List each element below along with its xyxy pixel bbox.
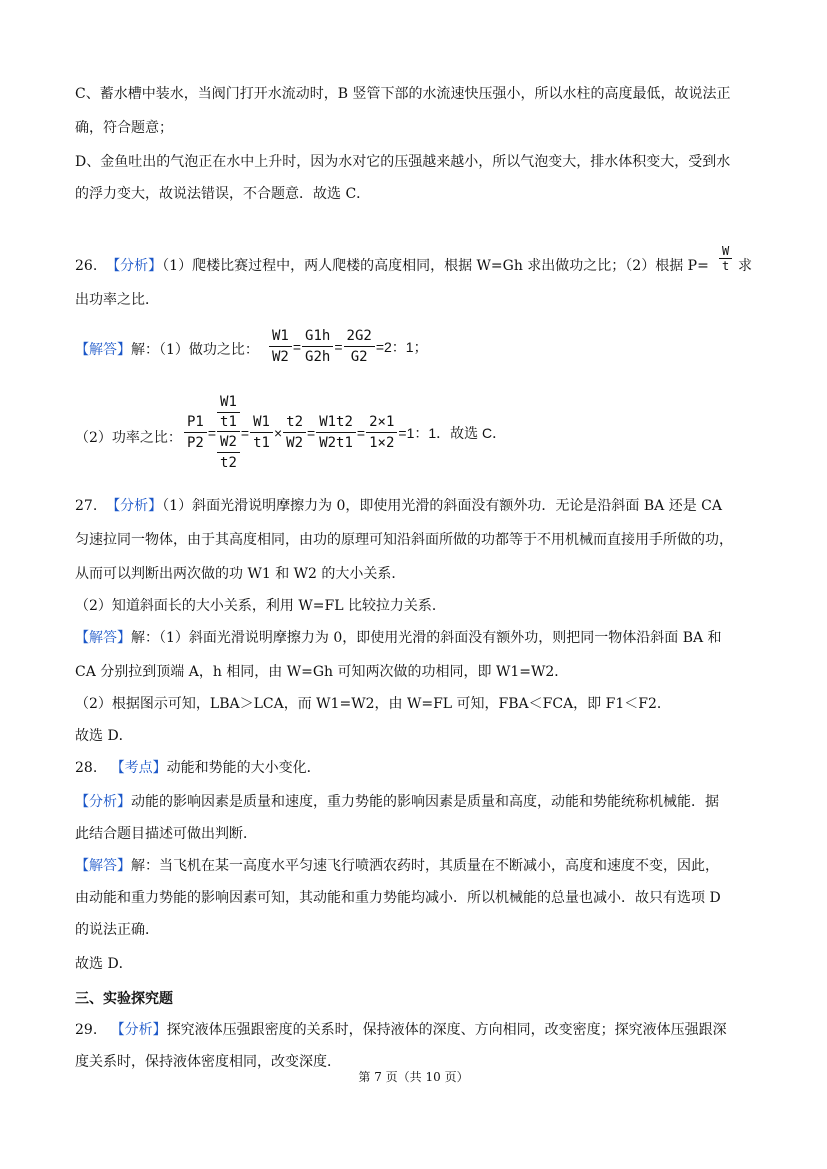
q26-p2: P2	[187, 435, 204, 451]
q26-analysis	[75, 256, 709, 276]
q27-answer-line-2: CA 分别拉到顶端 A，h 相同，由 W=Gh 可知两次做的功相同，即 W1=W2．	[75, 664, 569, 680]
q26-analysis-line-2: 出功率之比．	[75, 292, 159, 308]
q26-num-product: 2×1	[366, 412, 397, 433]
q26-work-ratio-equation: $\frac{W1}{W2}$ = $\frac{G1h}{G2h}$ = $\frac{2G2}{G2}$ =2：1；	[268, 326, 428, 367]
q27-analysis-line-1	[75, 496, 722, 516]
q28-answer-text: 解：当飞机在某一高度水平匀速飞行喷洒农药时，其质量在不断减小，高度和速度不变，因此，	[131, 858, 719, 874]
page-footer: 第 7 页（共 10 页）	[358, 1070, 469, 1084]
q28-answer-line-1	[75, 856, 719, 876]
q26-frac-t2: t2	[283, 412, 306, 433]
q26-power-ratio-equation: $\frac{P1}{P2}$ = $\frac{\frac{W1}{t1}}{\frac{W2}{t2}}$ = $\frac{W1}{t1}$ × $\frac{t2}{W2}$ = $\frac{W1t2}{W2t1}$ = $\frac{2\times 1}{1\times 2}$ =1：1．故选 C．	[183, 392, 506, 473]
q28-answer-line-3: 的说法正确．	[75, 922, 159, 938]
q26-power-ratio-result: =1：1．故选 C．	[398, 424, 507, 441]
q26-power-formula	[718, 244, 733, 273]
q29-analysis-line-1	[75, 1020, 727, 1040]
q26-nested-w1: W1	[217, 392, 240, 413]
option-d-line-1: D、金鱼吐出的气泡正在水中上升时，因为水对它的压强越来越小，所以气泡变大，排水体积变大，受到水	[75, 154, 731, 170]
q26-nested-w2: W2	[217, 432, 240, 453]
q26-g2: G2	[350, 349, 368, 365]
q26-power-formula-den: t	[722, 259, 730, 273]
q26-den-product: 1×2	[369, 435, 395, 451]
q27-analysis-tag: 【分析】	[106, 498, 163, 514]
q26-power-formula-num: W	[719, 244, 732, 259]
q28-analysis-line-1	[75, 792, 719, 812]
section-title: 三、实验探究题	[75, 990, 173, 1006]
q28-number: 28.	[75, 760, 98, 776]
q26-number: 26.	[75, 258, 98, 274]
q27-analysis-line-2: 匀速拉同一物体，由于其高度相同，由功的原理可知沿斜面所做的功都等于不用机械而直接用手所做的功，	[75, 532, 733, 548]
q26-frac-w1: W1	[250, 412, 273, 433]
q26-w2t1: W2t1	[319, 435, 353, 451]
q26-work-ratio-result: =2：1；	[375, 338, 428, 355]
q28-kaodian	[75, 758, 321, 778]
q29-analysis-text: 探究液体压强跟密度的关系时，保持液体的深度、方向相同，改变密度；探究液体压强跟深	[166, 1022, 727, 1038]
q26-g2h: G2h	[305, 349, 331, 365]
q26-w1t2: W1t2	[316, 412, 356, 433]
q26-answer-part1-prefix: 解：（1）做功之比：	[131, 342, 259, 358]
q28-analysis-text: 动能的影响因素是质量和速度，重力势能的影响因素是质量和高度，动能和势能统称机械能．据	[131, 794, 719, 810]
q26-analysis-tail: 求	[738, 258, 752, 274]
q27-answer-line-3: （2）根据图示可知，LBA＞LCA，而 W1=W2，由 W=FL 可知，FBA＜FCA，即 F1＜F2．	[75, 696, 671, 712]
q28-answer-tag: 【解答】	[75, 858, 131, 874]
q26-frac-w2: W2	[286, 435, 303, 451]
q27-analysis-line-3: 从而可以判断出两次做的功 W1 和 W2 的大小关系．	[75, 566, 406, 582]
option-c-line-1: C、蓄水槽中装水，当阀门打开水流动时，B 竖管下部的水流速快压强小，所以水柱的高度最低，故说法正	[75, 86, 731, 102]
q27-answer-line-4: 故选 D．	[75, 728, 133, 744]
q28-answer-line-4: 故选 D．	[75, 956, 133, 972]
option-c-line-2: 确，符合题意；	[75, 120, 173, 136]
q27-answer-tag: 【解答】	[75, 630, 131, 646]
q26-analysis-tag: 【分析】	[106, 258, 163, 274]
q28-analysis-tag: 【分析】	[75, 794, 131, 810]
q26-nested-t1: t1	[220, 414, 237, 430]
q26-answer-part2-prefix: （2）功率之比：	[75, 430, 182, 446]
q26-w2: W2	[272, 349, 289, 365]
q27-analysis-text: （1）斜面光滑说明摩擦力为 0，即使用光滑的斜面没有额外功．无论是沿斜面 BA 还是 CA	[162, 498, 723, 514]
q26-2g2: 2G2	[344, 326, 375, 347]
q27-answer-text: 解：（1）斜面光滑说明摩擦力为 0，即使用光滑的斜面没有额外功，则把同一物体沿斜面 BA 和	[131, 630, 722, 646]
q28-kaodian-text: 动能和势能的大小变化．	[166, 760, 321, 776]
q28-answer-line-2: 由动能和重力势能的影响因素可知，其动能和重力势能均减小．所以机械能的总量也减小．故只有选项 D	[75, 890, 721, 906]
q27-analysis-line-4: （2）知道斜面长的大小关系，利用 W=FL 比较拉力关系．	[75, 598, 446, 614]
q29-number: 29.	[75, 1022, 98, 1038]
q26-p1: P1	[184, 412, 207, 433]
q29-analysis-tag: 【分析】	[110, 1022, 167, 1038]
q26-analysis-text: （1）爬楼比赛过程中，两人爬楼的高度相同，根据 W=Gh 求出做功之比；（2）根据 P=	[162, 258, 709, 274]
q27-answer-line-1	[75, 628, 722, 648]
q26-answer-tag: 【解答】	[75, 342, 131, 358]
q28-analysis-line-2: 此结合题目描述可做出判断．	[75, 826, 257, 842]
q29-analysis-line-2: 度关系时，保持液体密度相同，改变深度．	[75, 1054, 341, 1070]
q26-answer-part1	[75, 340, 259, 360]
q26-frac-t1: t1	[253, 435, 270, 451]
q26-nested-t2: t2	[220, 455, 237, 471]
q27-number: 27.	[75, 498, 98, 514]
option-d-line-2: 的浮力变大，故说法错误，不合题意．故选 C．	[75, 186, 371, 202]
q28-kaodian-tag: 【考点】	[110, 760, 167, 776]
q26-w1: W1	[269, 326, 292, 347]
q26-g1h: G1h	[302, 326, 333, 347]
